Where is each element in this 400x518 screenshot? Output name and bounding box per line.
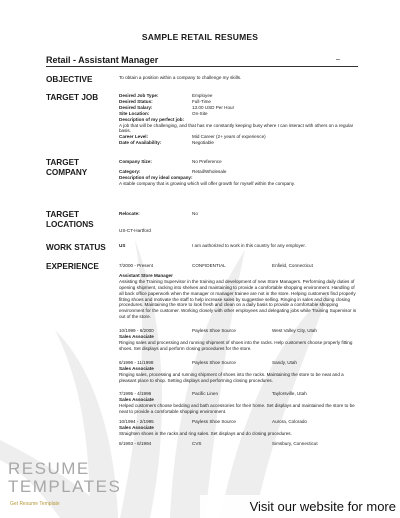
authorization-text: I am authorized to work in this country for any employer.: [192, 243, 306, 248]
job-dates: 10/1994 - 2/1995: [119, 419, 154, 425]
job-description: Ringing sales and processing and running shipment of shoes into the racks. Help customers choose properly fitting shoes. Set displays and perform closing procedures for the store.: [119, 339, 353, 351]
heading-dash: –: [336, 56, 340, 63]
field-key: Desired Salary:: [119, 104, 153, 110]
logo-line-2: TEMPLATES: [8, 477, 122, 496]
section-target-company-label-1: TARGET: [46, 158, 80, 167]
field-value: Full-Time: [192, 98, 211, 104]
section-experience: [46, 262, 99, 272]
field-key: Date of Availability:: [119, 140, 162, 146]
section-experience-label: EXPERIENCE: [46, 262, 99, 271]
relocate-value: No: [192, 211, 198, 216]
field-row: [119, 243, 359, 249]
document-title: SAMPLE RETAIL RESUMES: [141, 32, 259, 42]
job-location: Taylorsville, Utah: [272, 391, 307, 397]
target-locations-block: [119, 211, 359, 234]
job-role: Assistant Store Manager: [119, 272, 173, 278]
ideal-company-text: A stable company that is growing which will offer growth for myself within the company.: [119, 180, 296, 186]
resume-heading: Retail - Assistant Manager: [46, 55, 159, 65]
field-value: No Preference: [192, 159, 222, 164]
section-target-locations: [46, 210, 94, 230]
job-company: CVS: [192, 440, 202, 446]
section-work-status: [46, 243, 106, 253]
field-key: Company Size:: [119, 159, 152, 164]
logo-line-1: RESUME: [8, 459, 90, 478]
section-objective-label: OBJECTIVE: [46, 75, 93, 84]
field-key: Site Location:: [119, 110, 150, 116]
experience-item: [119, 419, 359, 437]
field-value: On-Site: [192, 110, 208, 116]
experience-item: [119, 391, 359, 415]
field-key: Category:: [119, 168, 141, 174]
location-text: US-CT-Hartford: [119, 227, 151, 233]
job-role: Sales Associate: [119, 365, 154, 371]
field-value: Negotiable: [192, 140, 214, 146]
ideal-company-label: Description of my ideal company:: [119, 174, 193, 180]
field-key: Desired Job Type:: [119, 93, 159, 98]
country-value: US: [119, 243, 126, 248]
section-objective: [46, 75, 92, 85]
section-target-locations-label-1: TARGET: [46, 210, 80, 219]
section-target-locations-label-2: LOCATIONS: [46, 220, 94, 229]
work-status-block: [119, 243, 359, 249]
section-work-status-label: WORK STATUS: [46, 243, 106, 252]
relocate-key: Relocate:: [119, 211, 140, 216]
job-description: Helped customers choose bedding and bath accessories for their home. Set displays and maintained the store to be neat to provide a comfortable shopping environment.: [119, 403, 355, 415]
perfect-job-text: A job that will be challenging, and that has me constantly keeping busy where I can interact with others on a regular basis.: [119, 122, 354, 134]
job-location: Aurora, Colorado: [272, 419, 307, 425]
field-key: Desired Status:: [119, 98, 153, 104]
website-banner[interactable]: Visit our website for more: [200, 495, 400, 518]
job-company: Payless Shoe Source: [192, 419, 236, 425]
section-target-job: [46, 93, 98, 103]
section-target-job-label: TARGET JOB: [46, 93, 99, 102]
job-dates: 8/1993 - 6/1994: [119, 440, 152, 446]
job-dates: 10/1999 - 6/2000: [119, 328, 154, 334]
experience-item: [119, 360, 359, 384]
section-target-company: [46, 158, 87, 178]
experience-item: [119, 328, 359, 352]
field-key: Career Level:: [119, 134, 149, 140]
experience-item: [119, 441, 359, 447]
job-location: West Valley City, Utah: [272, 328, 317, 334]
job-company: Payless Shoe Source: [192, 359, 236, 365]
job-dates: 7/2000 - Present: [119, 263, 153, 268]
job-description: Ringing sales, processing and running shipment of shoes into the racks. Maintaining the store to be neat and a pleasant place to shop. Setting displays and performing closing procedures.: [119, 371, 344, 383]
logo-line-3: Get Resume Template: [10, 501, 60, 507]
field-value: 13.00 USD Per Hour: [192, 104, 235, 110]
job-location: Simsbury, Connecticut: [272, 440, 318, 446]
heading-rule: [46, 66, 358, 67]
target-company-block: [119, 159, 359, 187]
resume-templates-logo: [8, 459, 128, 507]
job-company: Pacific Linen: [192, 391, 219, 397]
job-description: Assisting the Training Supervisor in the training and development of new Store Managers. Performing daily duties of opening shipment, racking into shelves and maintaining to provide a comfortable shopping environment. Handling of all back office paperwork when the manager or manager trainee are not in the store. Helping customers find properly fitting shoes and motivate the staff to help increase sales by suggestive selling. Ringing in sales and doing closing procedures. Maintaining the store to look fresh and clean on a daily basis to provide a comfortable shopping environment for the customer. Working closely with other employees and delegating jobs while Training Supervisor is out of the store.: [119, 278, 357, 320]
experience-item: [119, 263, 359, 320]
field-value: Retail/Wholesale: [192, 168, 227, 174]
experience-list: [119, 263, 359, 447]
objective-text: To obtain a position within a company to challenge my skills.: [119, 75, 242, 80]
field-value: Employee: [192, 93, 213, 98]
job-role: Sales Associate: [119, 334, 154, 340]
job-role: Sales Associate: [119, 424, 154, 430]
job-company: Payless Shoe Source: [192, 328, 236, 334]
job-role: Sales Associate: [119, 397, 154, 403]
job-location: Sandy, Utah: [272, 359, 297, 365]
job-company: CONFIDENTIAL: [192, 263, 226, 268]
perfect-job-label: Description of my perfect job:: [119, 116, 185, 122]
section-target-company-label-2: COMPANY: [46, 168, 88, 177]
field-row: [119, 140, 359, 146]
job-location: Enfield, Connecticut: [272, 263, 313, 268]
target-job-block: [119, 93, 359, 146]
job-description: Straighten shoes in the racks and ring sales. Set displays and do closing procedures.: [119, 430, 292, 436]
job-dates: 7/1995 - 4/1996: [119, 391, 152, 397]
field-value: Mid Career (2+ years of experience): [192, 134, 266, 140]
job-dates: 6/1996 - 11/1998: [119, 359, 154, 365]
